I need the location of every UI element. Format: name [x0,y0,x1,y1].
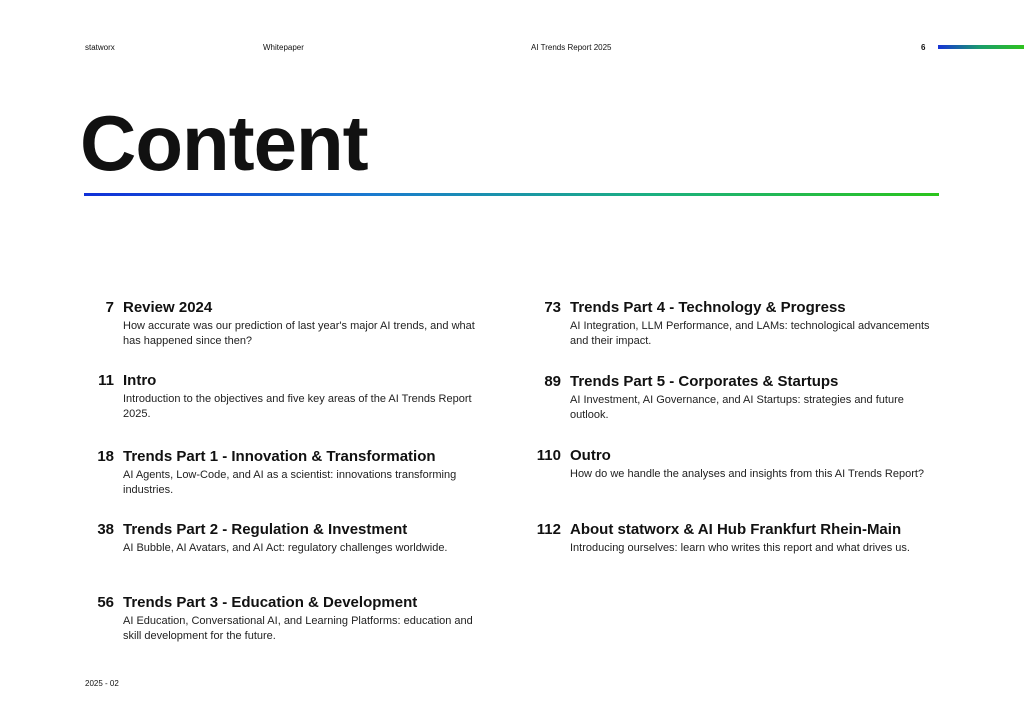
header-report-title: AI Trends Report 2025 [531,43,612,52]
toc-page-number: 18 [97,448,114,465]
toc-heading[interactable]: Trends Part 3 - Education & Development [123,594,418,611]
toc-page-number: 56 [97,594,114,611]
header-accent-bar [938,45,1024,49]
header-brand: statworx [85,43,115,52]
toc-heading[interactable]: Trends Part 4 - Technology & Progress [570,299,846,316]
toc-description: How do we handle the analyses and insights from this AI Trends Report? [570,468,925,480]
toc-heading[interactable]: Review 2024 [123,299,213,316]
toc-heading[interactable]: Trends Part 2 - Regulation & Investment [123,521,408,538]
title-gradient-rule [84,193,939,196]
toc-heading[interactable]: Outro [570,447,611,464]
toc-description: AI Integration, LLM Performance, and LAMs: technological advancements and their impact. [570,320,930,347]
toc-heading[interactable]: About statworx & AI Hub Frankfurt Rhein-Main [570,521,902,538]
toc-description: AI Agents, Low-Code, and AI as a scientist: innovations transforming industries. [123,469,457,496]
toc-description: AI Investment, AI Governance, and AI Startups: strategies and future outlook. [570,394,904,421]
toc-description: Introduction to the objectives and five key areas of the AI Trends Report 2025. [123,393,472,420]
toc-heading[interactable]: Trends Part 5 - Corporates & Startups [570,373,839,390]
toc-page-number: 11 [98,372,114,389]
toc-page-number: 112 [536,521,561,538]
toc-description: Introducing ourselves: learn who writes this report and what drives us. [570,542,910,554]
header-page-number: 6 [921,43,926,52]
toc-heading[interactable]: Trends Part 1 - Innovation & Transformation [123,448,436,465]
footer-date: 2025 - 02 [85,679,119,688]
toc-page-number: 89 [544,373,561,390]
toc-page-number: 7 [105,299,114,316]
toc-page-number: 38 [97,521,114,538]
page-title: Content [80,99,368,187]
toc-description: AI Bubble, AI Avatars, and AI Act: regulatory challenges worldwide. [123,542,448,554]
toc-heading[interactable]: Intro [123,372,157,389]
toc-description: AI Education, Conversational AI, and Learning Platforms: education and skill development for the future. [123,615,473,642]
toc-page-number: 73 [544,299,561,316]
header-doc-type: Whitepaper [263,43,304,52]
toc-page-number: 110 [536,447,561,464]
toc-description: How accurate was our prediction of last year's major AI trends, and what has happened since then? [123,320,475,347]
